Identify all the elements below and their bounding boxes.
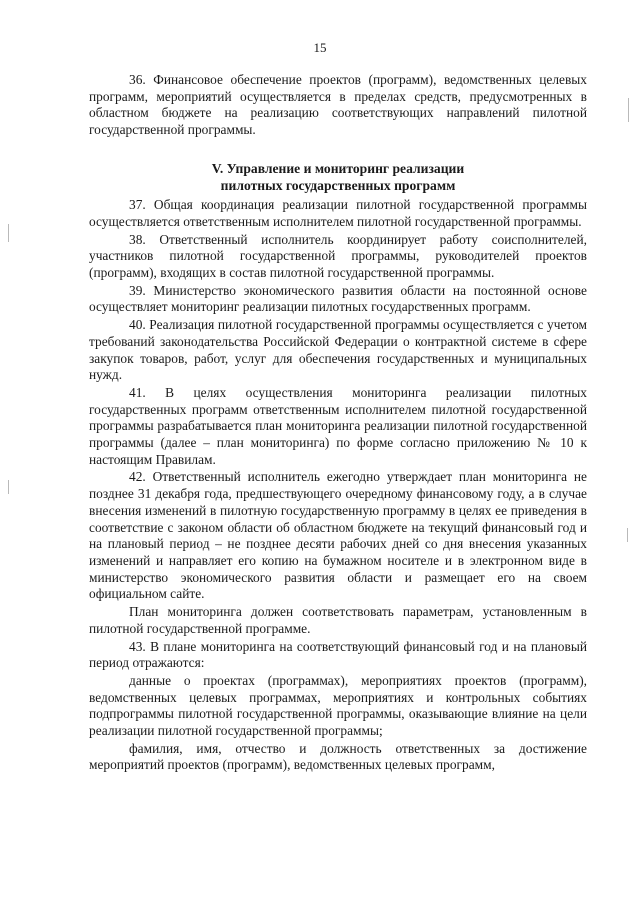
paragraph-plan: План мониторинга должен соответствовать параметрам, установленным в пилотной государственной программе. (89, 604, 587, 636)
page-number: 15 (313, 40, 327, 55)
paragraph-39: 39. Министерство экономического развития области на постоянной основе осуществляет мониторинг реализации пилотных государственных программ. (89, 282, 587, 315)
paragraph-38: 38. Ответственный исполнитель координирует работу соисполнителей, участников пилотной государственной программы, руководителей проектов (программ), входящих в состав пилотной государственной программы. (89, 231, 587, 281)
scan-mark (8, 224, 9, 242)
paragraph-37: 37. Общая координация реализации пилотной государственной программы осуществляется ответственным исполнителем пилотной государственной программы. (89, 197, 587, 229)
section-heading (89, 161, 587, 194)
scan-mark (627, 528, 628, 542)
section-heading-line-2: пилотных государственных программ (220, 177, 456, 193)
paragraph-36: 36. Финансовое обеспечение проектов (программ), ведомственных целевых программ, мероприятий осуществляется в пределах средств, предусмотренных в областном бюджете на реализацию соответствующих направлений пилотной государственной программы. (89, 72, 587, 138)
section-heading-line-1: V. Управление и мониторинг реализации (211, 160, 465, 176)
scan-mark (8, 480, 9, 494)
paragraph-41: 41. В целях осуществления мониторинга реализации пилотных государственных программ ответственным исполнителем пилотной государственной программы разрабатывается план мониторинга реализации пилотной государственной программы (далее – план мониторинга) по форме согласно приложению № 10 к настоящим Правилам. (89, 384, 587, 467)
paragraph-42: 42. Ответственный исполнитель ежегодно утверждает план мониторинга не позднее 31 декабря года, предшествующего очередному финансовому году, а в случае внесения изменений в пилотную государственную программу в целях ее приведения в соответствие с законом области об областном бюджете на текущий финансовый год и на плановый период – не позднее десяти рабочих дней со дня внесения указанных изменений и направляет его копию на бумажном носителе и в электронном виде в министерство экономического развития области и размещает его на своем официальном сайте. (89, 469, 587, 602)
paragraph-names: фамилия, имя, отчество и должность ответственных за достижение мероприятий проектов (программ), ведомственных целевых программ, (89, 740, 587, 773)
paragraph-data: данные о проектах (программах), мероприятиях проектов (программ), ведомственных целевых программах, мероприятиях и контрольных событиях подпрограммы пилотной государственной программы, оказывающие влияние на цели реализации пилотной государственной программы; (89, 672, 587, 739)
paragraph-43: 43. В плане мониторинга на соответствующий финансовый год и на плановый период отражаются: (89, 638, 587, 671)
document-body (89, 72, 587, 774)
scan-mark (628, 98, 629, 122)
paragraph-40: 40. Реализация пилотной государственной программы осуществляется с учетом требований законодательства Российской Федерации о контрактной системе в сфере закупок товаров, работ, услуг для обеспечения государственных и муниципальных нужд. (89, 317, 587, 383)
